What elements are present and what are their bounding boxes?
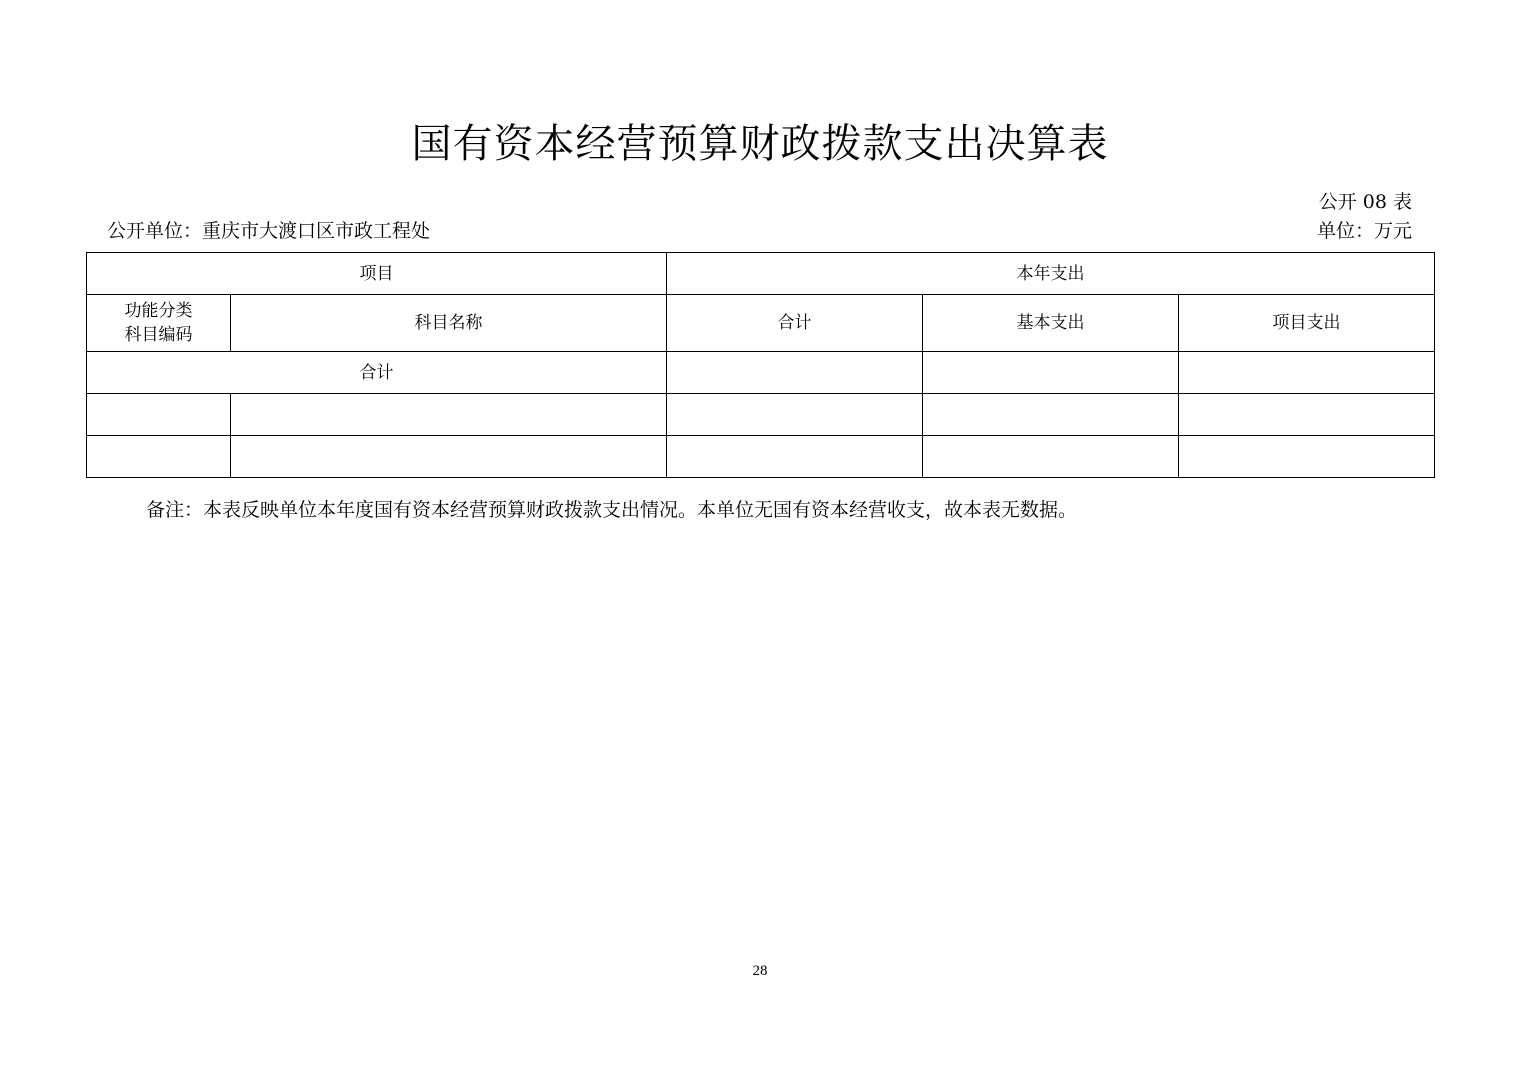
table-row bbox=[87, 394, 1435, 436]
total-row bbox=[87, 352, 1435, 394]
row-total bbox=[667, 436, 923, 478]
row-subject-name bbox=[231, 394, 667, 436]
function-code-header-line2: 科目编码 bbox=[124, 325, 193, 345]
total-row-total bbox=[667, 352, 923, 394]
table-row bbox=[87, 436, 1435, 478]
expenditure-table bbox=[86, 252, 1435, 478]
item-group-header: 项目 bbox=[87, 253, 667, 295]
page-title: 国有资本经营预算财政拨款支出决算表 bbox=[411, 121, 1109, 167]
table-group-header-row bbox=[87, 253, 1435, 295]
subject-name-header: 科目名称 bbox=[231, 295, 667, 352]
row-basic bbox=[923, 394, 1179, 436]
reporting-unit: 公开单位：重庆市大渡口区市政工程处 bbox=[107, 220, 431, 242]
function-code-header-line1: 功能分类 bbox=[124, 301, 193, 321]
total-row-label: 合计 bbox=[87, 352, 667, 394]
table-column-header-row bbox=[87, 295, 1435, 352]
page-number: 28 bbox=[752, 963, 768, 979]
table-note: 备注：本表反映单位本年度国有资本经营预算财政拨款支出情况。本单位无国有资本经营收支，故本表无数据。 bbox=[146, 499, 1078, 521]
total-header: 合计 bbox=[667, 295, 923, 352]
current-year-group-header: 本年支出 bbox=[667, 253, 1435, 295]
basic-expenditure-header: 基本支出 bbox=[923, 295, 1179, 352]
row-total bbox=[667, 394, 923, 436]
total-row-project bbox=[1179, 352, 1435, 394]
function-code-header bbox=[87, 295, 231, 352]
project-expenditure-header: 项目支出 bbox=[1179, 295, 1435, 352]
row-code bbox=[87, 436, 231, 478]
form-number: 公开 08 表 bbox=[1318, 191, 1412, 213]
row-project bbox=[1179, 436, 1435, 478]
currency-unit: 单位：万元 bbox=[1316, 220, 1412, 242]
row-basic bbox=[923, 436, 1179, 478]
row-subject-name bbox=[231, 436, 667, 478]
total-row-basic bbox=[923, 352, 1179, 394]
row-project bbox=[1179, 394, 1435, 436]
row-code bbox=[87, 394, 231, 436]
